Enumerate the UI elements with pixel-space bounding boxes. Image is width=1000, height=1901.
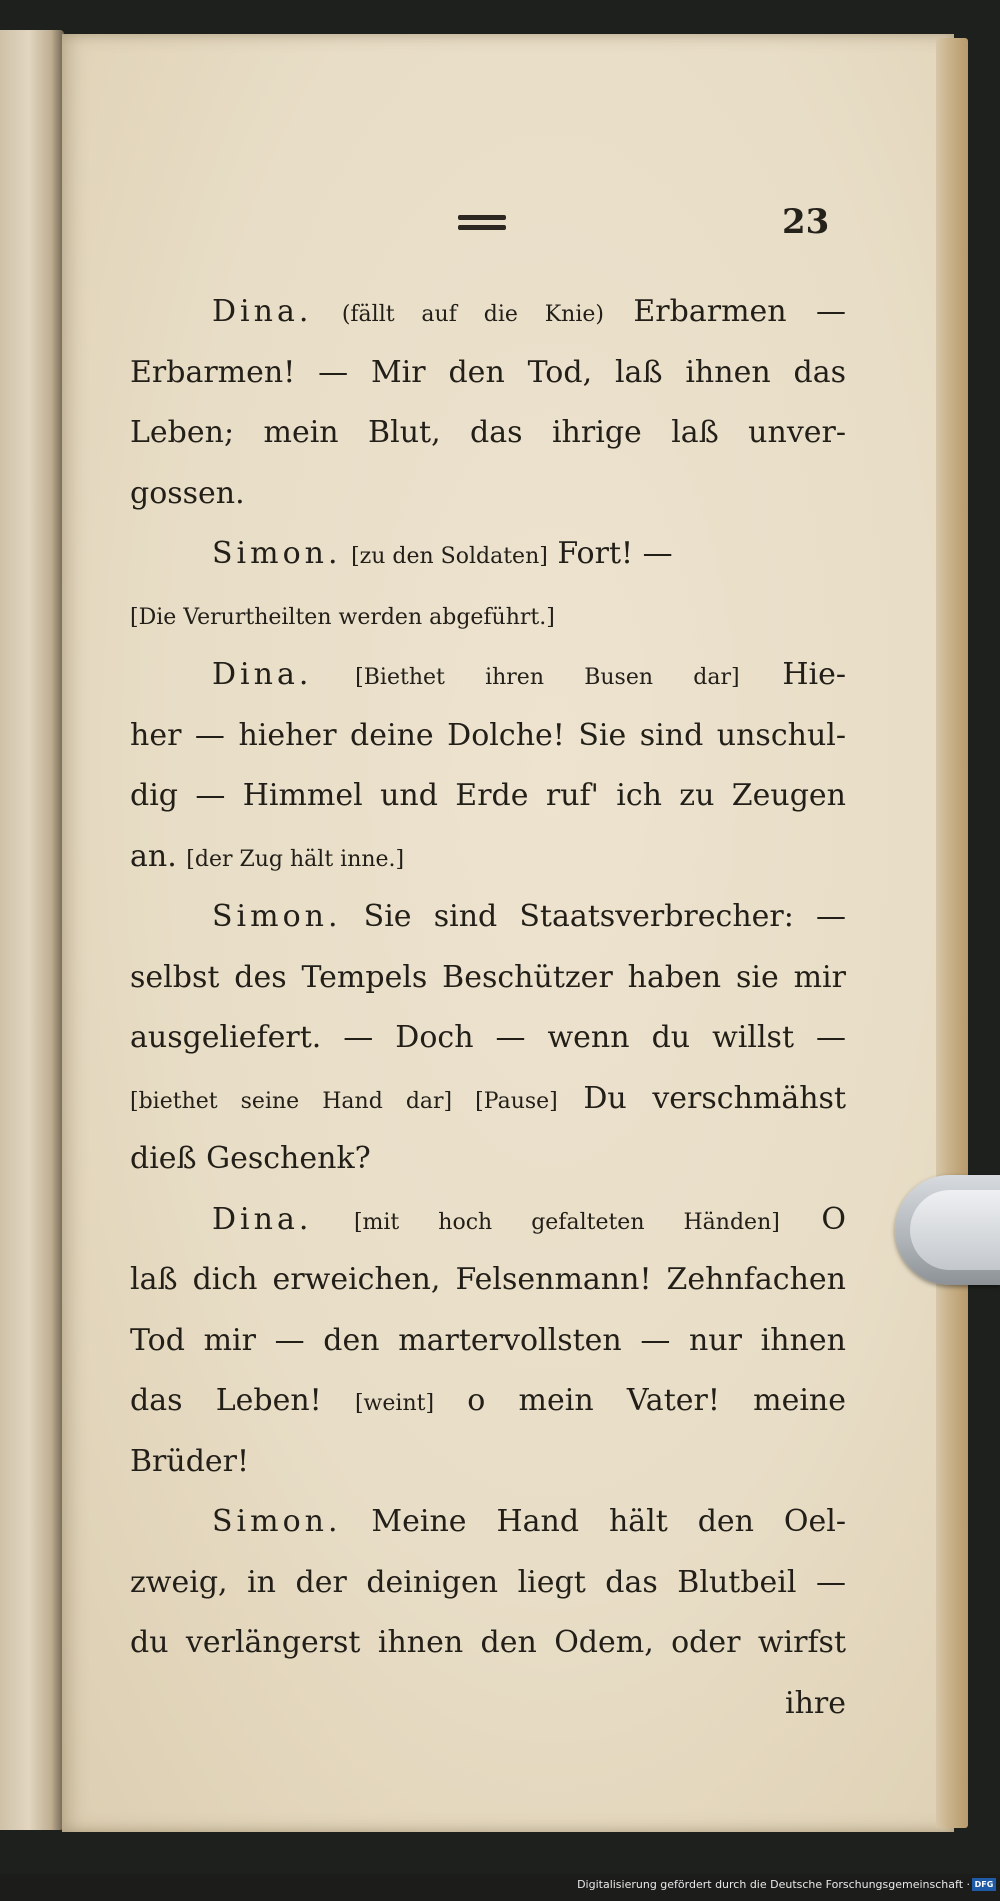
page-fore-edge	[936, 38, 968, 1828]
text-run: o mein Vater! meine	[434, 1383, 846, 1418]
text-run: Sie sind Staatsverbrecher: —	[341, 899, 846, 934]
text-run: Brüder!	[130, 1443, 250, 1479]
text-run	[342, 536, 352, 571]
text-line	[130, 948, 846, 1009]
text-run	[312, 657, 355, 692]
text-line	[130, 1492, 846, 1553]
text-line	[130, 645, 846, 706]
text-line	[130, 1069, 846, 1130]
text-run: Erbarmen —	[603, 294, 846, 329]
stage-direction: [der Zug hält inne.]	[186, 846, 405, 872]
stage-direction: [Biethet ihren Busen dar]	[355, 665, 740, 690]
text-line	[130, 343, 846, 404]
dfg-logo: DFG	[972, 1878, 996, 1891]
speaker-name: Simon.	[212, 899, 342, 934]
text-run: Meine Hand hält den Oel-	[341, 1504, 846, 1539]
speaker-name: Dina.	[212, 657, 313, 692]
text-run: selbst des Tempels Beschützer haben sie mir	[130, 959, 846, 995]
text-run	[312, 1202, 354, 1237]
text-run: ihre	[784, 1685, 846, 1721]
text-run: du verlängerst ihnen den Odem, oder wirfst	[130, 1625, 846, 1660]
text-run: an.	[130, 838, 187, 874]
text-line	[130, 887, 846, 948]
stage-direction: [weint]	[354, 1391, 435, 1416]
text-line	[130, 524, 846, 585]
text-run: Tod mir — den martervollsten — nur ihnen	[130, 1322, 846, 1358]
text-line	[130, 1674, 846, 1735]
text-run: das Leben!	[130, 1383, 355, 1418]
text-run: Leben; mein Blut, das ihrige laß unver-	[130, 415, 846, 450]
text-line	[130, 1553, 846, 1614]
text-line	[130, 1311, 846, 1372]
stage-direction: [zu den Soldaten]	[351, 544, 548, 569]
text-line	[130, 1129, 846, 1190]
speaker-name: Simon.	[212, 1504, 342, 1539]
text-run: dig — Himmel und Erde ruf' ich zu Zeugen	[130, 778, 846, 813]
text-run: laß dich erweichen, Felsenmann! Zehnfachen	[130, 1262, 846, 1297]
text-line	[130, 403, 846, 464]
stage-direction: [biethet seine Hand dar] [Pause]	[130, 1088, 558, 1114]
text-line	[130, 282, 846, 343]
text-run: her — hieher deine Dolche! Sie sind unschul-	[130, 717, 846, 753]
text-run: Du verschmähst	[557, 1080, 846, 1116]
text-line	[130, 1008, 846, 1069]
speaker-name: Dina.	[212, 294, 313, 329]
speaker-name: Dina.	[212, 1201, 313, 1237]
left-page-edge	[0, 30, 64, 1830]
text-line	[130, 1613, 846, 1674]
text-run: ausgeliefert. — Doch — wenn du willst —	[130, 1020, 846, 1055]
text-run: zweig, in der deinigen liegt das Blutbeil —	[130, 1564, 846, 1600]
stage-direction: (fällt auf die Knie)	[341, 302, 604, 327]
page-holder-clip-highlight	[910, 1190, 1000, 1270]
page-text-block	[130, 282, 846, 1734]
stage-direction: [mit hoch gefalteten Händen]	[353, 1209, 780, 1235]
text-line	[130, 585, 846, 646]
text-run: gossen.	[130, 475, 245, 511]
stage-direction: [Die Verurtheilten werden abgeführt.]	[130, 604, 555, 630]
header-ornament-rule	[458, 215, 506, 239]
page-number: 23	[782, 202, 830, 242]
text-run: Hie-	[739, 657, 846, 692]
speaker-name: Simon.	[212, 536, 342, 571]
text-line	[130, 464, 846, 525]
text-line	[130, 1432, 846, 1493]
text-line	[130, 1371, 846, 1432]
text-run: O	[779, 1201, 846, 1237]
text-run: dieß Geschenk?	[130, 1141, 371, 1176]
text-run: Erbarmen! — Mir den Tod, laß ihnen das	[130, 354, 846, 390]
text-line	[130, 766, 846, 827]
footer-credit: Digitalisierung gefördert durch die Deutsche Forschungsgemeinschaft ·	[577, 1878, 970, 1891]
text-line	[130, 1250, 846, 1311]
text-run	[312, 294, 341, 329]
text-line	[130, 706, 846, 767]
text-line	[130, 827, 846, 888]
text-run: Fort! —	[547, 536, 673, 571]
text-line	[130, 1190, 846, 1251]
